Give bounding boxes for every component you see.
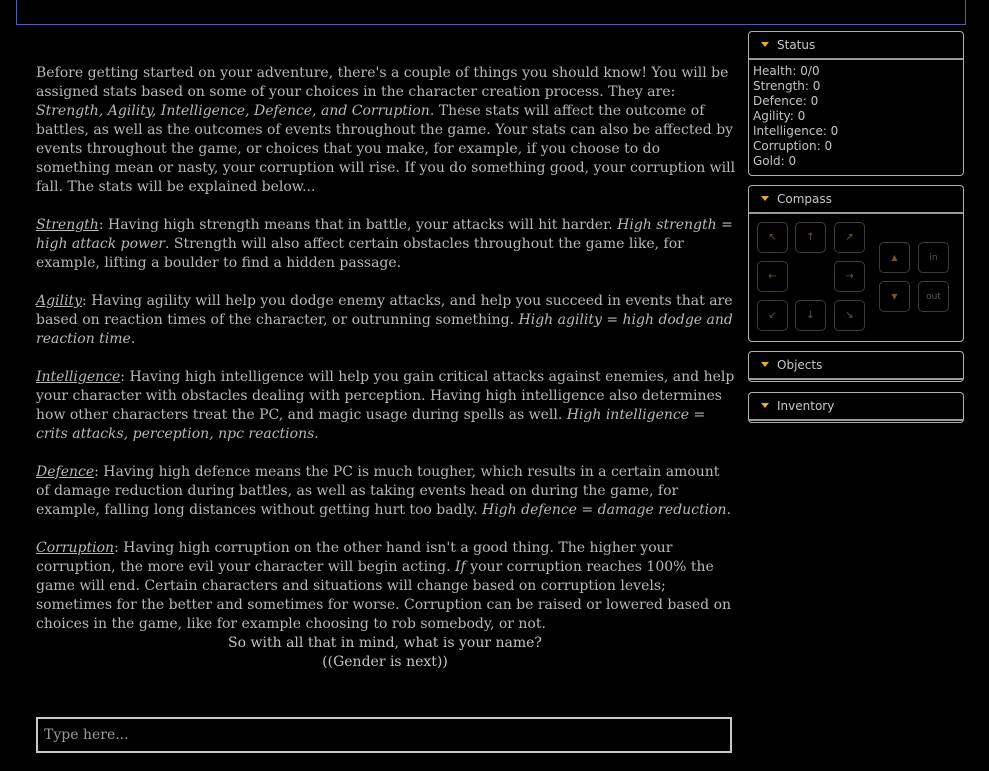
status-agility: Agility: 0 <box>753 109 806 123</box>
inventory-panel-header[interactable] <box>749 393 963 421</box>
compass-in-label: in <box>929 252 938 263</box>
stat-summary: High agility = high dodge and reaction time <box>36 312 733 347</box>
compass-down-button[interactable] <box>879 281 910 312</box>
intro-text-b: . These stats will affect the outcome of battles, as well as the outcomes of events throughout the game. Your stats can also be affected by events throughout the game, or choices that you make, for example, if you choose to do something mean or nasty, your corruption will rise. If you do something good, your corruption will fall. The stats will be explained below... <box>36 103 736 195</box>
stat-desc: : Having agility will help you dodge enemy attacks, and help you succeed in events that are based on reaction times of the character, or outrunning something. <box>36 293 733 328</box>
collapse-triangle-icon <box>761 42 769 47</box>
arrow-up-icon: ▲ <box>891 253 898 262</box>
prompt-question: So with all that in mind, what is your name? <box>228 635 542 651</box>
compass-northwest-button[interactable] <box>757 222 788 253</box>
stat-desc: : Having high defence means the PC is much tougher, which results in a certain amount of damage reduction during battles, as well as taking events head on during the game, for example, falling long distances without getting hurt too badly. <box>36 464 720 518</box>
compass-up-button[interactable] <box>879 242 910 273</box>
status-corruption: Corruption: 0 <box>753 139 833 153</box>
stat-desc: : Having high intelligence will help you gain critical attacks against enemies, and help your character with obstacles dealing with perception. Having high intelligence also determines how other characters treat the PC, and magic usage during spells as well. <box>36 369 735 423</box>
status-list <box>749 60 963 173</box>
stat-rest: your corruption reaches 100% the game will end. Certain characters and situations will change based on corruption levels; sometimes for the better and sometimes for worse. Corruption can be raised or lowered based on choices in the game, like for example choosing to rob somebody, or not. <box>36 559 732 632</box>
compass-southwest-button[interactable] <box>757 300 788 331</box>
arrow-northwest-icon: ↖ <box>768 232 777 243</box>
status-panel-header[interactable] <box>749 32 963 60</box>
objects-panel <box>748 351 964 382</box>
stat-summary: High strength = high attack power <box>36 217 733 252</box>
stat-summary: High intelligence = crits attacks, perception, npc reactions <box>36 407 706 442</box>
prompt-note: ((Gender is next)) <box>322 654 448 670</box>
compass-west-button[interactable] <box>757 261 788 292</box>
stat-term: Strength <box>36 217 99 233</box>
stat-rest: . Strength will also affect certain obstacles throughout the game like, for example, lifting a boulder to find a hidden passage. <box>36 236 684 271</box>
arrow-east-icon: → <box>845 271 854 282</box>
top-bar <box>16 0 966 25</box>
status-strength: Strength: 0 <box>753 79 821 93</box>
compass-northeast-button[interactable] <box>834 222 865 253</box>
status-intelligence: Intelligence: 0 <box>753 124 839 138</box>
arrow-south-icon: ↓ <box>806 310 815 321</box>
arrow-west-icon: ← <box>768 271 777 282</box>
status-health: Health: 0/0 <box>753 64 820 78</box>
stat-rest: . <box>314 426 319 442</box>
stat-paragraph-intelligence <box>36 368 736 444</box>
command-box <box>36 717 732 753</box>
stat-paragraph-defence <box>36 463 736 520</box>
stat-paragraph-strength <box>36 216 736 273</box>
intro-paragraph <box>36 64 736 197</box>
intro-stat-list: Strength, Agility, Intelligence, Defence, and Corruption <box>36 103 430 119</box>
arrow-southeast-icon: ↘ <box>845 310 854 321</box>
stat-term: Defence <box>36 464 95 480</box>
compass-east-button[interactable] <box>834 261 865 292</box>
status-panel <box>748 31 964 176</box>
arrow-northeast-icon: ↗ <box>845 232 854 243</box>
stat-desc: : Having high corruption on the other hand isn't a good thing. The higher your corruption, the more evil your character will begin acting. <box>36 540 673 575</box>
stat-paragraph-agility <box>36 292 736 349</box>
collapse-triangle-icon <box>761 196 769 201</box>
game-text <box>36 64 736 653</box>
compass-title: Compass <box>777 192 832 206</box>
command-input[interactable] <box>38 719 730 751</box>
status-gold: Gold: 0 <box>753 154 797 168</box>
compass-grid <box>749 214 963 340</box>
name-prompt <box>36 634 734 672</box>
status-title: Status <box>777 38 816 52</box>
compass-south-button[interactable] <box>795 300 826 331</box>
stat-rest: . <box>130 331 136 347</box>
arrow-down-icon: ▼ <box>891 292 898 301</box>
stat-rest: . <box>726 502 732 518</box>
compass-panel-header[interactable] <box>749 186 963 214</box>
stat-term: Agility <box>36 293 83 309</box>
compass-in-button[interactable] <box>918 242 949 273</box>
compass-southeast-button[interactable] <box>834 300 865 331</box>
stat-summary: If <box>455 559 466 575</box>
stat-paragraph-corruption <box>36 539 736 634</box>
stat-term: Intelligence <box>36 369 121 385</box>
objects-panel-header[interactable] <box>749 352 963 380</box>
intro-text-a: Before getting started on your adventure, there's a couple of things you should know! You will be assigned stats based on some of your choices in the character creation process. They are: <box>36 65 729 100</box>
arrow-southwest-icon: ↙ <box>768 310 777 321</box>
objects-title: Objects <box>777 358 823 372</box>
stat-summary: High defence = damage reduction <box>482 502 727 518</box>
inventory-panel <box>748 392 964 423</box>
arrow-north-icon: ↑ <box>806 232 815 243</box>
collapse-triangle-icon <box>761 362 769 367</box>
stat-term: Corruption <box>36 540 115 556</box>
collapse-triangle-icon <box>761 403 769 408</box>
compass-north-button[interactable] <box>795 222 826 253</box>
compass-out-button[interactable] <box>918 281 949 312</box>
compass-out-label: out <box>926 291 941 302</box>
status-defence: Defence: 0 <box>753 94 819 108</box>
compass-panel <box>748 185 964 342</box>
inventory-title: Inventory <box>777 399 835 413</box>
stat-desc: : Having high strength means that in battle, your attacks will hit harder. <box>98 217 618 233</box>
